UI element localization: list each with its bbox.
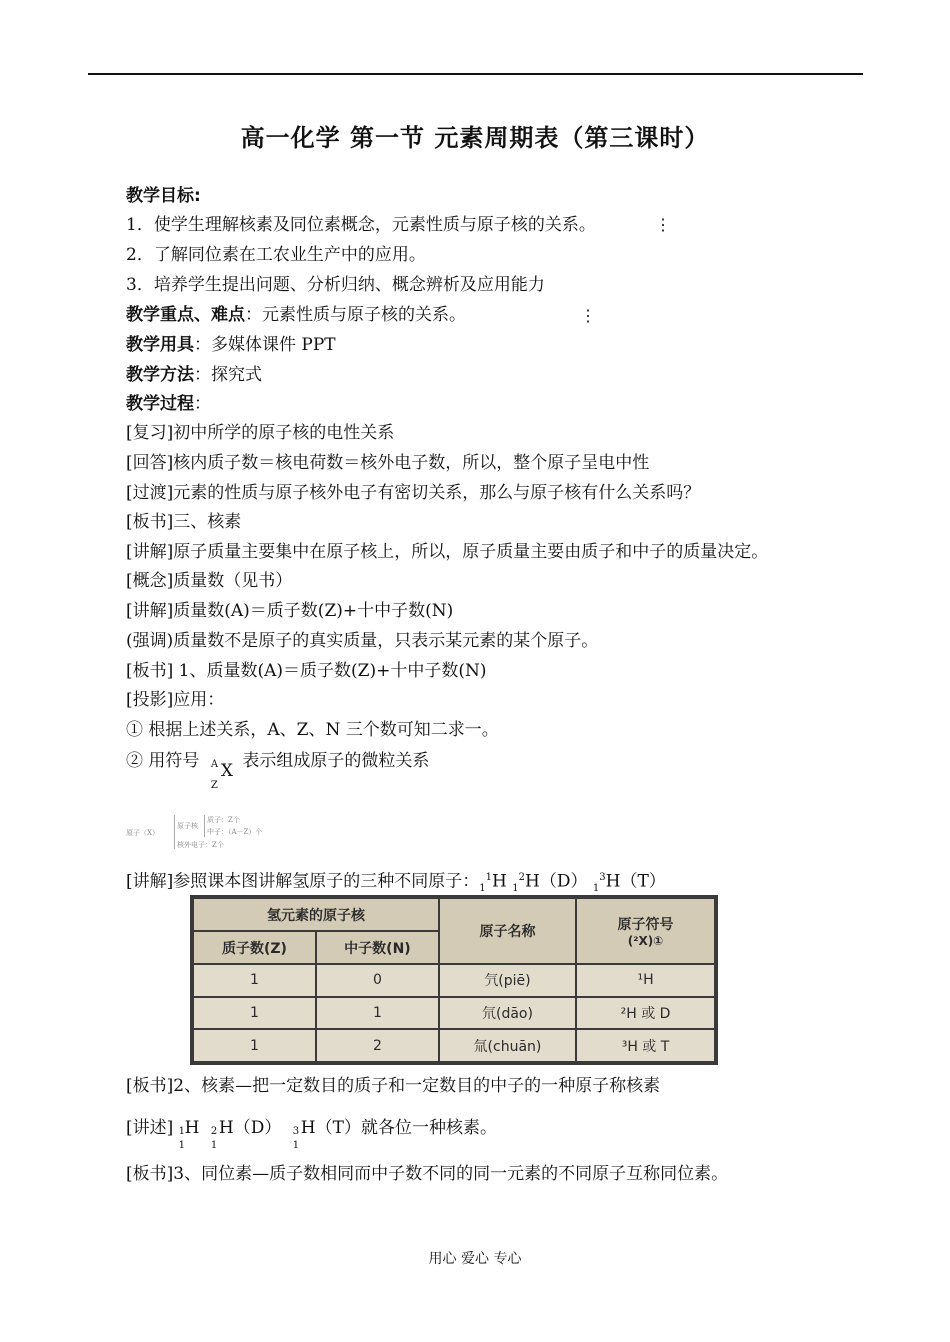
deuterium: H（D）: [218, 1118, 282, 1138]
dots-icon: ⋮: [655, 215, 671, 234]
tools: [126, 335, 336, 355]
process-line: [过渡]元素的性质与原子核外电子有密切关系，那么与原子核有什么关系吗？: [126, 483, 701, 503]
mass-number: 1: [178, 1126, 186, 1137]
atomic-number: 1: [178, 1140, 186, 1151]
protium: H: [492, 871, 507, 892]
mass-number: 2: [210, 1126, 218, 1137]
process-colon: ：: [194, 394, 211, 414]
table-cell: 氕(piē): [439, 964, 576, 997]
process-line: [概念]质量数（见书）: [126, 571, 293, 591]
process-line: ① 根据上述关系，A、Z、N 三个数可知二求一。: [126, 720, 499, 740]
symbol-line-before: ② 用符号: [126, 751, 200, 771]
hydrogen-prefix: [讲解]参照课本图讲解氢原子的三种不同原子：: [126, 871, 480, 892]
process-label: 教学过程: [126, 394, 194, 414]
atomic-number: 1: [292, 1140, 300, 1151]
page-title: 高一化学 第一节 元素周期表（第三课时）: [240, 124, 710, 152]
diagram-electrons: 核外电子：Z个: [177, 841, 224, 849]
mass-number: 3: [599, 872, 606, 883]
process-line: [板书]三、核素: [126, 512, 242, 532]
key-points-label: 教学重点、难点: [126, 305, 245, 325]
atomic-number: 1: [210, 1140, 218, 1151]
protium: H: [184, 1118, 200, 1138]
atomic-number: 1: [512, 883, 519, 895]
table-cell: 氘(dāo): [439, 997, 576, 1030]
mass-number: 1: [485, 872, 493, 883]
table-row: [193, 964, 715, 997]
table-col-symbol: [576, 898, 715, 964]
table-cell: 1: [316, 997, 439, 1030]
symbol-line: [126, 751, 430, 791]
process-line: [讲解]原子质量主要集中在原子核上，所以，原子质量主要由质子和中子的质量决定。: [126, 542, 769, 562]
diagram-neutrons: 中子：（A－Z）个: [207, 828, 263, 836]
atomic-number: 1: [479, 883, 486, 895]
method: [126, 365, 262, 385]
tritium: H（T）: [605, 871, 666, 892]
hydrogen-isotopes-table: [190, 895, 718, 1065]
table-cell: ³H 或 T: [576, 1029, 715, 1062]
table-col-symbol-label: 原子符号: [617, 917, 674, 933]
board-line-3: [板书]3、同位素—质子数相同而中子数不同的同一元素的不同原子互称同位素。: [126, 1164, 729, 1184]
objectives-label: 教学目标:: [126, 186, 201, 206]
objective-2: 2．了解同位素在工农业生产中的应用。: [126, 245, 426, 265]
process-line: [投影]应用：: [126, 690, 225, 710]
board-line-2: [板书]2、核素—把一定数目的质子和一定数目的中子的一种原子称核素: [126, 1076, 661, 1096]
deuterium: H（D）: [525, 871, 588, 892]
key-points: [126, 305, 466, 325]
process-line: [回答]核内质子数＝核电荷数＝核外电子数，所以，整个原子呈电中性: [126, 453, 650, 473]
process-line: [复习]初中所学的原子核的电性关系: [126, 423, 395, 443]
process-line: (强调)质量数不是原子的真实质量，只表示某元素的某个原子。: [126, 631, 599, 651]
tools-label: 教学用具: [126, 335, 194, 355]
diagram-protons: 质子：Z个: [207, 816, 240, 824]
objective-1: 1．使学生理解核素及同位素概念，元素性质与原子核的关系。: [126, 215, 596, 235]
table-cell: 0: [316, 964, 439, 997]
table-cell: 1: [193, 1029, 316, 1062]
key-points-text: ：元素性质与原子核的关系。: [245, 305, 466, 325]
diagram-atom: 原子（X）: [126, 829, 159, 837]
process-heading: [126, 394, 211, 414]
tritium: H（T）就各位一种核素。: [300, 1118, 497, 1138]
atomic-number: 1: [592, 883, 600, 895]
table-row: [193, 1029, 715, 1062]
atomic-number: Z: [210, 780, 218, 791]
table-cell: ¹H: [576, 964, 715, 997]
table-group-header: 氢元素的原子核: [193, 898, 439, 931]
method-label: 教学方法: [126, 365, 194, 385]
method-text: ：探究式: [194, 365, 262, 385]
table-col-name: 原子名称: [439, 898, 576, 964]
symbol-line-after: 表示组成原子的微粒关系: [242, 751, 430, 771]
table-cell: ²H 或 D: [576, 997, 715, 1030]
header-rule: [88, 73, 863, 75]
element-symbol: X: [220, 761, 233, 781]
table-cell: 1: [193, 964, 316, 997]
atom-structure-diagram: [126, 813, 306, 853]
table-col-z: 质子数(Z): [193, 931, 316, 964]
page-footer: 用心 爱心 专心: [428, 1251, 522, 1267]
objective-3: 3．培养学生提出问题、分析归纳、概念辨析及应用能力: [126, 275, 545, 295]
process-line: [板书] 1、质量数(A)＝质子数(Z)+十中子数(N): [126, 661, 487, 681]
speech-prefix: [讲述]: [126, 1118, 174, 1138]
table-cell: 1: [193, 997, 316, 1030]
table-cell: 氚(chuān): [439, 1029, 576, 1062]
mass-number: 3: [292, 1126, 300, 1137]
mass-number: A: [210, 759, 219, 770]
diagram-nucleus: 原子核: [177, 822, 198, 830]
table-cell: 2: [316, 1029, 439, 1062]
speech-line: [126, 1118, 497, 1151]
table-col-symbol-note: (²X)①: [627, 934, 664, 948]
table-col-n: 中子数(N): [316, 931, 439, 964]
table-row: [193, 997, 715, 1030]
mass-number: 2: [518, 872, 525, 883]
dots-icon: ⋮: [580, 306, 596, 325]
process-line: [讲解]质量数(A)＝质子数(Z)+十中子数(N): [126, 601, 454, 621]
tools-text: ：多媒体课件 PPT: [194, 335, 336, 355]
